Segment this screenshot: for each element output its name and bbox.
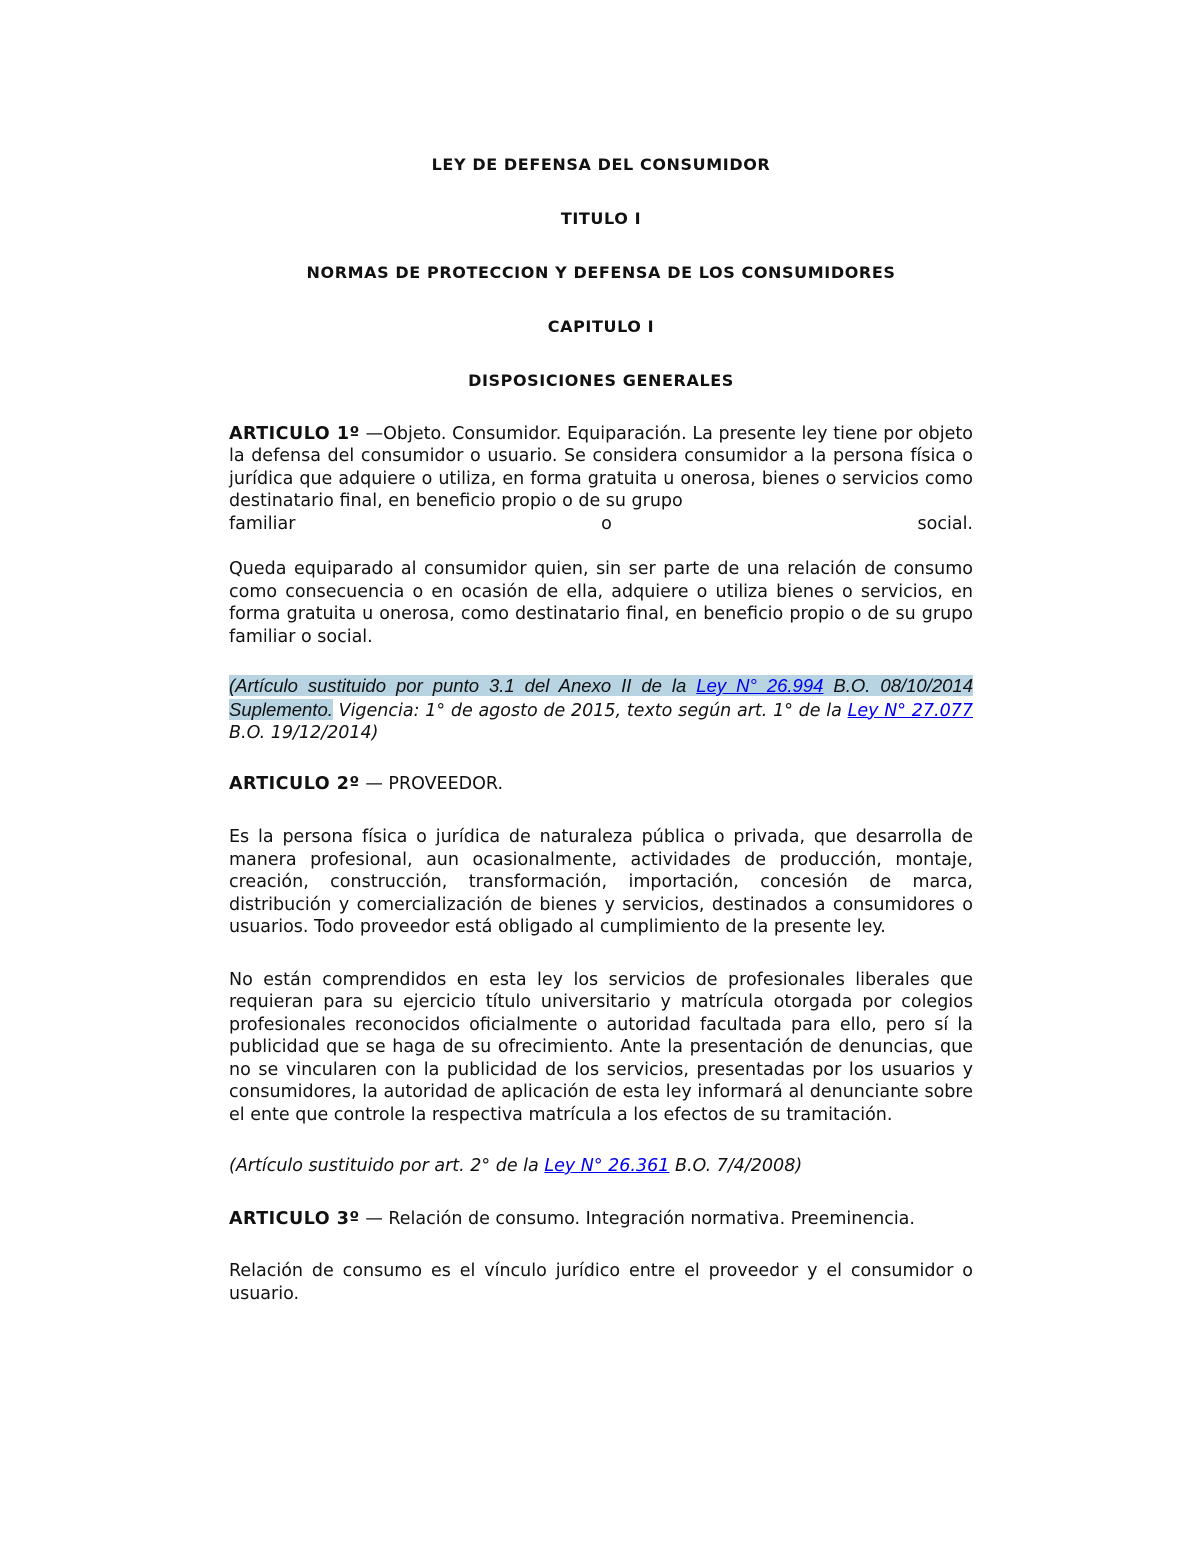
article-1-note-part-3: Vigencia: 1° de agosto de 2015, texto según art. 1° de la xyxy=(332,700,848,721)
article-1-text: —Objeto. Consumidor. Equiparación. La presente ley tiene por objeto la defensa del consumidor o usuario. Se considera consumidor a la persona física o jurídica que adquiere o utiliza, en forma gratuita u onerosa, bienes o servicios como destinatario final, en beneficio propio o de su grupo xyxy=(229,423,973,511)
article-3-heading xyxy=(229,1208,973,1231)
titulo-heading: TITULO I xyxy=(560,209,642,228)
article-2-note-part-1: (Artículo sustituido por art. 2° de la xyxy=(229,1156,545,1176)
ley-26994-link[interactable]: Ley N° 26.994 xyxy=(696,675,824,696)
article-1-title: ARTICULO 1º xyxy=(229,423,360,444)
capitulo-name-heading: DISPOSICIONES GENERALES xyxy=(468,371,734,390)
article-2-paragraph-1: Es la persona física o jurídica de naturaleza pública o privada, que desarrolla de manera profesional, aun ocasionalmente, actividades de producción, montaje, creación, construcción, transformación, importación, concesión de marca, distribución y comercialización de bienes y servicios, destinados a consumidores o usuarios. Todo proveedor está obligado al cumplimiento de la presente ley. xyxy=(229,827,973,937)
article-1-note-part-4: B.O. 19/12/2014) xyxy=(229,723,379,743)
article-1-amendment-note xyxy=(229,675,973,745)
ley-27077-link[interactable]: Ley N° 27.077 xyxy=(847,700,973,721)
article-2-note-part-2: B.O. 7/4/2008) xyxy=(669,1156,803,1176)
article-3-title: ARTICULO 3º xyxy=(229,1208,360,1229)
ley-26361-link[interactable]: Ley N° 26.361 xyxy=(544,1156,670,1176)
capitulo-heading: CAPITULO I xyxy=(547,317,655,336)
document-body xyxy=(229,154,973,1328)
article-1-note-part-1: (Artículo sustituido por punto 3.1 del Anexo II de la xyxy=(229,675,697,696)
article-2-amendment-note xyxy=(229,1155,973,1178)
article-1-note-part-2: B.O. 08/10/2014 Suplemento. xyxy=(229,675,973,720)
article-2-title: ARTICULO 2º xyxy=(229,773,360,794)
article-2-paragraph-2: No están comprendidos en esta ley los servicios de profesionales liberales que requieran para su ejercicio título universitario y matrícula otorgada por colegios profesionales reconocidos oficialmente o autoridad facultada para ello, pero sí la publicidad que se haga de su ofrecimiento. Ante la presentación de denuncias, que no se vincularen con la publicidad de los servicios, presentadas por los usuarios y consumidores, la autoridad de aplicación de esta ley informará al denunciante sobre el ente que controle la respectiva matrícula a los efectos de su tramitación. xyxy=(229,969,973,1125)
article-1-paragraph-1-last-line: familiar o social. xyxy=(229,513,973,534)
titulo-name-heading: NORMAS DE PROTECCION Y DEFENSA DE LOS CONSUMIDORES xyxy=(306,263,896,282)
article-2-heading xyxy=(229,773,973,796)
article-3-paragraph-1: Relación de consumo es el vínculo jurídico entre el proveedor y el consumidor o usuario. xyxy=(229,1261,973,1304)
article-1-paragraph-2: Queda equiparado al consumidor quien, sin ser parte de una relación de consumo como consecuencia o en ocasión de ella, adquiere o utiliza bienes o servicios, en forma gratuita u onerosa, como destinatario final, en beneficio propio o de su grupo familiar o social. xyxy=(229,559,973,647)
law-title: LEY DE DEFENSA DEL CONSUMIDOR xyxy=(431,155,771,174)
article-2-heading-text: — PROVEEDOR. xyxy=(359,773,504,794)
article-1-paragraph-1 xyxy=(229,423,973,513)
article-3-heading-text: — Relación de consumo. Integración normativa. Preeminencia. xyxy=(359,1208,915,1229)
